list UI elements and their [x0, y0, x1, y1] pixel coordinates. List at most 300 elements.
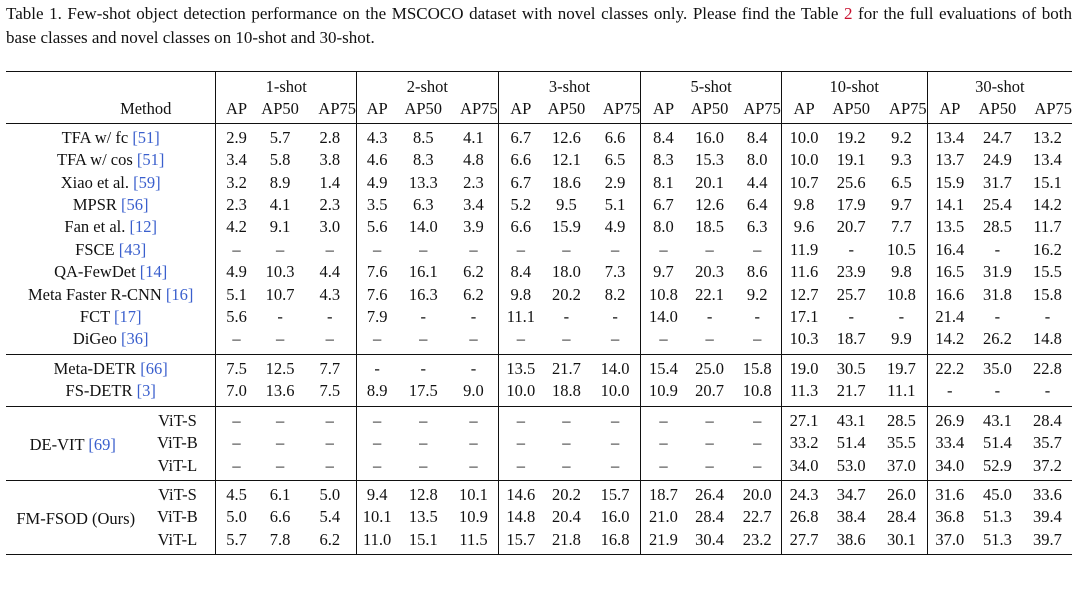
- value-cell: 13.4: [927, 123, 972, 149]
- caption-prefix: Table 1. Few-shot object detection performance on the MSCOCO dataset with novel classes only. Please find the Table: [6, 4, 844, 23]
- table-row: [6, 239, 1072, 261]
- value-cell: 9.7: [641, 261, 686, 283]
- metric-header: AP: [216, 98, 257, 123]
- method-label: TFA w/ cos: [57, 150, 137, 170]
- table-row: [6, 261, 1072, 283]
- value-cell: -: [706, 307, 713, 327]
- value-cell: 15.5: [1033, 262, 1062, 282]
- value-cell: 5.2: [498, 194, 543, 216]
- method-label: DiGeo: [72, 329, 122, 349]
- citation-link[interactable]: [16]: [165, 284, 194, 304]
- value-cell: 9.8: [781, 194, 826, 216]
- value-cell: 18.0: [551, 262, 581, 282]
- value-cell: 6.5: [604, 150, 626, 170]
- value-cell: 9.9: [891, 329, 912, 349]
- value-cell: 16.0: [695, 127, 724, 147]
- shot-header: 10-shot: [781, 72, 927, 99]
- value-cell: 16.4: [927, 239, 972, 261]
- value-cell: 23.9: [836, 262, 866, 282]
- value-cell: 6.6: [498, 149, 543, 171]
- value-cell: 5.6: [216, 306, 257, 328]
- citation-link[interactable]: [14]: [139, 262, 168, 282]
- value-cell: 23.2: [742, 529, 772, 549]
- value-cell: 8.6: [746, 262, 768, 282]
- method-name: [6, 149, 216, 171]
- value-cell: –: [753, 455, 762, 475]
- value-cell: 6.2: [463, 262, 484, 282]
- value-cell: 16.2: [1033, 239, 1062, 259]
- value-cell: 14.1: [927, 194, 972, 216]
- value-cell: 3.4: [216, 149, 257, 171]
- table-row: [6, 432, 1072, 454]
- metric-header: AP: [641, 98, 686, 123]
- value-cell: 22.2: [927, 354, 972, 380]
- value-cell: 9.2: [746, 284, 768, 304]
- value-cell: 20.0: [734, 480, 782, 506]
- value-cell: –: [469, 329, 478, 349]
- value-cell: 8.2: [604, 284, 626, 304]
- value-cell: -: [327, 307, 333, 327]
- value-cell: –: [275, 433, 285, 453]
- value-cell: 9.2: [891, 127, 912, 147]
- metric-header: AP75: [304, 98, 357, 123]
- metric-header: AP75: [590, 98, 641, 123]
- value-cell: 7.3: [604, 262, 626, 282]
- value-cell: –: [275, 455, 285, 475]
- value-cell: 10.0: [781, 149, 826, 171]
- value-cell: 10.3: [781, 328, 826, 354]
- citation-link[interactable]: [12]: [129, 217, 157, 237]
- value-cell: 9.4: [357, 480, 398, 506]
- value-cell: 34.0: [781, 455, 826, 481]
- value-cell: 13.5: [408, 507, 438, 527]
- value-cell: 20.2: [551, 284, 581, 304]
- value-cell: 10.1: [357, 506, 398, 528]
- value-cell: -: [848, 307, 854, 327]
- value-cell: 14.0: [590, 354, 641, 380]
- value-cell: -: [898, 307, 905, 327]
- metric-header: AP75: [1023, 98, 1072, 123]
- value-cell: 6.7: [641, 194, 686, 216]
- value-cell: –: [419, 433, 428, 453]
- value-cell: 16.6: [927, 284, 972, 306]
- value-cell: 51.3: [982, 529, 1012, 549]
- value-cell: 15.1: [408, 529, 438, 549]
- value-cell: –: [275, 239, 285, 259]
- metric-header: AP50: [257, 98, 304, 123]
- value-cell: 12.1: [551, 150, 581, 170]
- value-cell: 3.8: [319, 150, 341, 170]
- value-cell: -: [994, 381, 1001, 401]
- value-cell: 7.7: [891, 217, 912, 237]
- value-cell: –: [705, 329, 714, 349]
- value-cell: 17.1: [781, 306, 826, 328]
- method-name: [6, 194, 216, 216]
- value-cell: 9.8: [891, 262, 912, 282]
- method-label: Xiao et al.: [60, 172, 134, 192]
- method-name: [6, 261, 216, 283]
- table-row: [6, 172, 1072, 194]
- value-cell: 17.9: [836, 195, 866, 215]
- value-cell: -: [397, 354, 449, 380]
- value-cell: 4.4: [746, 172, 768, 192]
- value-cell: 16.3: [408, 284, 438, 304]
- value-cell: 14.0: [641, 306, 686, 328]
- value-cell: –: [562, 433, 571, 453]
- method-header: Method: [6, 98, 216, 123]
- value-cell: 6.1: [257, 480, 304, 506]
- value-cell: 6.6: [498, 216, 543, 238]
- metric-header-row: [6, 98, 1072, 123]
- value-cell: 4.2: [216, 216, 257, 238]
- metric-header: AP: [498, 98, 543, 123]
- value-cell: 13.3: [408, 172, 438, 192]
- value-cell: –: [216, 328, 257, 354]
- method-name: [6, 406, 139, 480]
- value-cell: 22.8: [1023, 354, 1072, 380]
- value-cell: 9.5: [556, 195, 577, 215]
- metric-header: AP75: [876, 98, 927, 123]
- value-cell: 10.8: [641, 284, 686, 306]
- value-cell: –: [216, 239, 257, 261]
- value-cell: 5.6: [357, 216, 398, 238]
- backbone-variant: ViT-L: [157, 529, 198, 549]
- value-cell: 20.7: [836, 217, 866, 237]
- value-cell: 10.0: [498, 380, 543, 406]
- value-cell: 11.3: [781, 380, 826, 406]
- value-cell: 5.7: [216, 529, 257, 555]
- value-cell: 4.3: [357, 123, 398, 149]
- value-cell: 8.3: [641, 149, 686, 171]
- value-cell: 11.6: [781, 261, 826, 283]
- value-cell: 35.0: [972, 354, 1023, 380]
- value-cell: –: [419, 329, 428, 349]
- value-cell: 10.8: [886, 284, 916, 304]
- value-cell: 51.4: [982, 433, 1012, 453]
- citation-link[interactable]: [36]: [121, 329, 149, 349]
- value-cell: –: [753, 433, 762, 453]
- method-name: [6, 306, 216, 328]
- value-cell: 6.7: [498, 123, 543, 149]
- value-cell: 8.0: [641, 216, 686, 238]
- value-cell: 6.7: [498, 172, 543, 194]
- value-cell: –: [469, 239, 478, 259]
- value-cell: 20.2: [543, 480, 590, 506]
- value-cell: 24.3: [781, 480, 826, 506]
- value-cell: 16.8: [600, 529, 630, 549]
- table-2-link[interactable]: 2: [843, 4, 853, 23]
- value-cell: 43.1: [826, 406, 876, 432]
- method-name: [6, 380, 216, 406]
- shot-header: 30-shot: [927, 72, 1072, 99]
- value-cell: 17.5: [408, 381, 438, 401]
- value-cell: 16.1: [408, 262, 438, 282]
- value-cell: 26.0: [876, 480, 927, 506]
- value-cell: 7.9: [357, 306, 398, 328]
- metric-header: AP: [927, 98, 972, 123]
- citation-link[interactable]: [43]: [118, 239, 147, 259]
- value-cell: 4.4: [319, 262, 341, 282]
- method-label: Meta-DETR: [53, 358, 141, 378]
- method-name: [6, 354, 216, 380]
- value-cell: –: [257, 406, 304, 432]
- value-cell: –: [357, 432, 398, 454]
- value-cell: 26.8: [781, 506, 826, 528]
- value-cell: –: [610, 433, 620, 453]
- value-cell: 30.4: [695, 529, 724, 549]
- value-cell: –: [216, 432, 257, 454]
- value-cell: 8.0: [746, 150, 768, 170]
- value-cell: 9.3: [891, 150, 912, 170]
- value-cell: 5.0: [304, 480, 357, 506]
- method-label: Meta Faster R-CNN: [27, 284, 166, 304]
- citation-link[interactable]: [59]: [133, 172, 161, 192]
- value-cell: 30.1: [886, 529, 916, 549]
- value-cell: 4.5: [216, 480, 257, 506]
- value-cell: 36.8: [927, 506, 972, 528]
- citation-link[interactable]: [56]: [121, 195, 149, 215]
- value-cell: 24.9: [982, 150, 1012, 170]
- value-cell: 9.7: [891, 195, 912, 215]
- table-row: [6, 216, 1072, 238]
- citation-link[interactable]: [51]: [132, 127, 160, 147]
- value-cell: –: [498, 432, 543, 454]
- value-cell: 39.7: [1033, 529, 1062, 549]
- value-cell: –: [641, 432, 686, 454]
- value-cell: –: [357, 455, 398, 481]
- method-label: FCT: [79, 307, 114, 327]
- value-cell: –: [449, 406, 498, 432]
- value-cell: 10.9: [459, 507, 488, 527]
- table-row: [6, 149, 1072, 171]
- value-cell: –: [216, 406, 257, 432]
- value-cell: –: [562, 329, 571, 349]
- method-label: DE-VIT: [29, 434, 89, 454]
- value-cell: 11.9: [781, 239, 826, 261]
- value-cell: 21.7: [543, 354, 590, 380]
- metric-header: AP50: [826, 98, 876, 123]
- value-cell: -: [449, 354, 498, 380]
- citation-link[interactable]: [3]: [136, 381, 156, 401]
- value-cell: –: [419, 239, 428, 259]
- value-cell: 20.1: [695, 172, 724, 192]
- value-cell: 28.4: [1023, 406, 1072, 432]
- value-cell: 12.6: [551, 127, 581, 147]
- value-cell: 30.5: [826, 354, 876, 380]
- metric-header: AP50: [972, 98, 1023, 123]
- shot-header: 5-shot: [641, 72, 782, 99]
- value-cell: –: [610, 239, 620, 259]
- value-cell: 14.0: [408, 217, 438, 237]
- value-cell: 7.5: [319, 381, 341, 401]
- value-cell: 11.1: [887, 381, 916, 401]
- value-cell: 14.2: [927, 328, 972, 354]
- value-cell: –: [498, 455, 543, 481]
- metric-header: AP: [357, 98, 398, 123]
- value-cell: 14.2: [1033, 195, 1062, 215]
- value-cell: 33.6: [1023, 480, 1072, 506]
- citation-link[interactable]: [17]: [114, 307, 142, 327]
- value-cell: 8.9: [269, 172, 291, 192]
- table-row: [6, 506, 1072, 528]
- value-cell: 28.4: [695, 507, 724, 527]
- value-cell: 21.4: [927, 306, 972, 328]
- value-cell: 6.2: [463, 284, 484, 304]
- value-cell: –: [610, 329, 620, 349]
- value-cell: –: [562, 455, 571, 475]
- table-row: [6, 284, 1072, 306]
- value-cell: 5.1: [604, 195, 626, 215]
- value-cell: 6.4: [746, 195, 768, 215]
- value-cell: -: [994, 307, 1001, 327]
- value-cell: 27.1: [781, 406, 826, 432]
- method-name: [6, 284, 216, 306]
- value-cell: 2.9: [216, 123, 257, 149]
- metric-header: AP75: [734, 98, 782, 123]
- value-cell: –: [753, 239, 762, 259]
- table-row: [6, 328, 1072, 354]
- value-cell: 10.3: [265, 262, 295, 282]
- value-cell: 7.6: [357, 261, 398, 283]
- table-row: [6, 380, 1072, 406]
- table-caption: [6, 2, 1072, 49]
- method-label: FM-FSOD (Ours): [16, 508, 136, 528]
- method-label: MPSR: [72, 195, 122, 215]
- value-cell: 15.7: [498, 529, 543, 555]
- value-cell: 38.6: [836, 529, 866, 549]
- method-label: Fan et al.: [64, 217, 130, 237]
- shot-header: 1-shot: [216, 72, 357, 99]
- value-cell: 4.6: [357, 149, 398, 171]
- backbone-variant: ViT-S: [139, 406, 215, 432]
- value-cell: 31.8: [982, 284, 1012, 304]
- value-cell: 7.5: [216, 354, 257, 380]
- value-cell: 28.5: [876, 406, 927, 432]
- value-cell: 28.5: [982, 217, 1012, 237]
- value-cell: 6.6: [604, 127, 626, 147]
- value-cell: 22.1: [695, 284, 724, 304]
- value-cell: –: [498, 328, 543, 354]
- value-cell: 15.9: [551, 217, 581, 237]
- value-cell: 7.0: [216, 380, 257, 406]
- value-cell: 3.5: [357, 194, 398, 216]
- value-cell: 12.7: [781, 284, 826, 306]
- citation-link[interactable]: [51]: [136, 150, 165, 170]
- value-cell: –: [469, 455, 478, 475]
- value-cell: 45.0: [972, 480, 1023, 506]
- value-cell: 10.7: [781, 172, 826, 194]
- value-cell: 10.1: [449, 480, 498, 506]
- value-cell: 5.0: [216, 506, 257, 528]
- value-cell: 27.7: [781, 529, 826, 555]
- value-cell: –: [325, 433, 334, 453]
- value-cell: 2.3: [319, 195, 341, 215]
- value-cell: 4.1: [463, 127, 484, 147]
- value-cell: 8.5: [412, 127, 434, 147]
- shot-header: 3-shot: [498, 72, 641, 99]
- value-cell: 19.7: [876, 354, 927, 380]
- value-cell: 9.8: [498, 284, 543, 306]
- value-cell: 2.3: [463, 172, 484, 192]
- method-name: [6, 123, 216, 149]
- value-cell: 31.9: [982, 262, 1012, 282]
- value-cell: 4.3: [319, 284, 341, 304]
- value-cell: –: [325, 239, 334, 259]
- value-cell: 4.8: [463, 150, 484, 170]
- value-cell: 15.3: [695, 150, 724, 170]
- value-cell: 25.4: [982, 195, 1012, 215]
- value-cell: 3.0: [319, 217, 341, 237]
- value-cell: 16.5: [927, 261, 972, 283]
- value-cell: –: [543, 406, 590, 432]
- value-cell: 37.0: [927, 529, 972, 555]
- shot-header-row: [6, 72, 1072, 99]
- citation-link[interactable]: [69]: [88, 434, 116, 454]
- value-cell: 10.7: [265, 284, 295, 304]
- value-cell: 26.9: [927, 406, 972, 432]
- value-cell: 15.8: [734, 354, 782, 380]
- backbone-variant: ViT-S: [139, 480, 215, 506]
- method-label: TFA w/ fc: [61, 127, 133, 147]
- value-cell: 15.4: [641, 354, 686, 380]
- value-cell: –: [753, 329, 762, 349]
- value-cell: 2.3: [216, 194, 257, 216]
- value-cell: 31.6: [927, 480, 972, 506]
- value-cell: 25.6: [836, 172, 866, 192]
- shot-header: 2-shot: [357, 72, 499, 99]
- value-cell: 28.4: [886, 507, 916, 527]
- method-name: [6, 480, 139, 554]
- value-cell: 11.0: [357, 529, 398, 555]
- value-cell: –: [275, 329, 285, 349]
- value-cell: 51.3: [982, 507, 1012, 527]
- value-cell: 13.2: [1033, 127, 1062, 147]
- value-cell: 7.8: [269, 529, 291, 549]
- value-cell: -: [612, 307, 618, 327]
- value-cell: 6.3: [412, 195, 434, 215]
- citation-link[interactable]: [66]: [140, 358, 168, 378]
- value-cell: 20.3: [695, 262, 724, 282]
- value-cell: 18.5: [695, 217, 724, 237]
- value-cell: 14.8: [498, 506, 543, 528]
- value-cell: 11.5: [459, 529, 488, 549]
- value-cell: 22.7: [742, 507, 772, 527]
- value-cell: -: [563, 307, 570, 327]
- value-cell: 15.1: [1033, 172, 1062, 192]
- value-cell: 13.6: [265, 381, 295, 401]
- value-cell: 2.8: [319, 127, 341, 147]
- value-cell: –: [304, 406, 357, 432]
- table-row: [6, 529, 1072, 555]
- value-cell: –: [705, 433, 714, 453]
- metric-header: AP75: [449, 98, 498, 123]
- metric-header: AP50: [397, 98, 449, 123]
- value-cell: 11.7: [1033, 217, 1062, 237]
- value-cell: –: [397, 406, 449, 432]
- value-cell: 4.9: [216, 261, 257, 283]
- value-cell: –: [325, 455, 334, 475]
- value-cell: 51.4: [836, 433, 866, 453]
- value-cell: 13.4: [1033, 150, 1062, 170]
- value-cell: -: [277, 307, 283, 327]
- value-cell: 9.6: [781, 216, 826, 238]
- backbone-variant: ViT-L: [157, 455, 198, 475]
- table-row: [6, 455, 1072, 481]
- value-cell: –: [216, 455, 257, 481]
- value-cell: –: [419, 455, 428, 475]
- value-cell: 8.3: [412, 150, 434, 170]
- value-cell: –: [498, 406, 543, 432]
